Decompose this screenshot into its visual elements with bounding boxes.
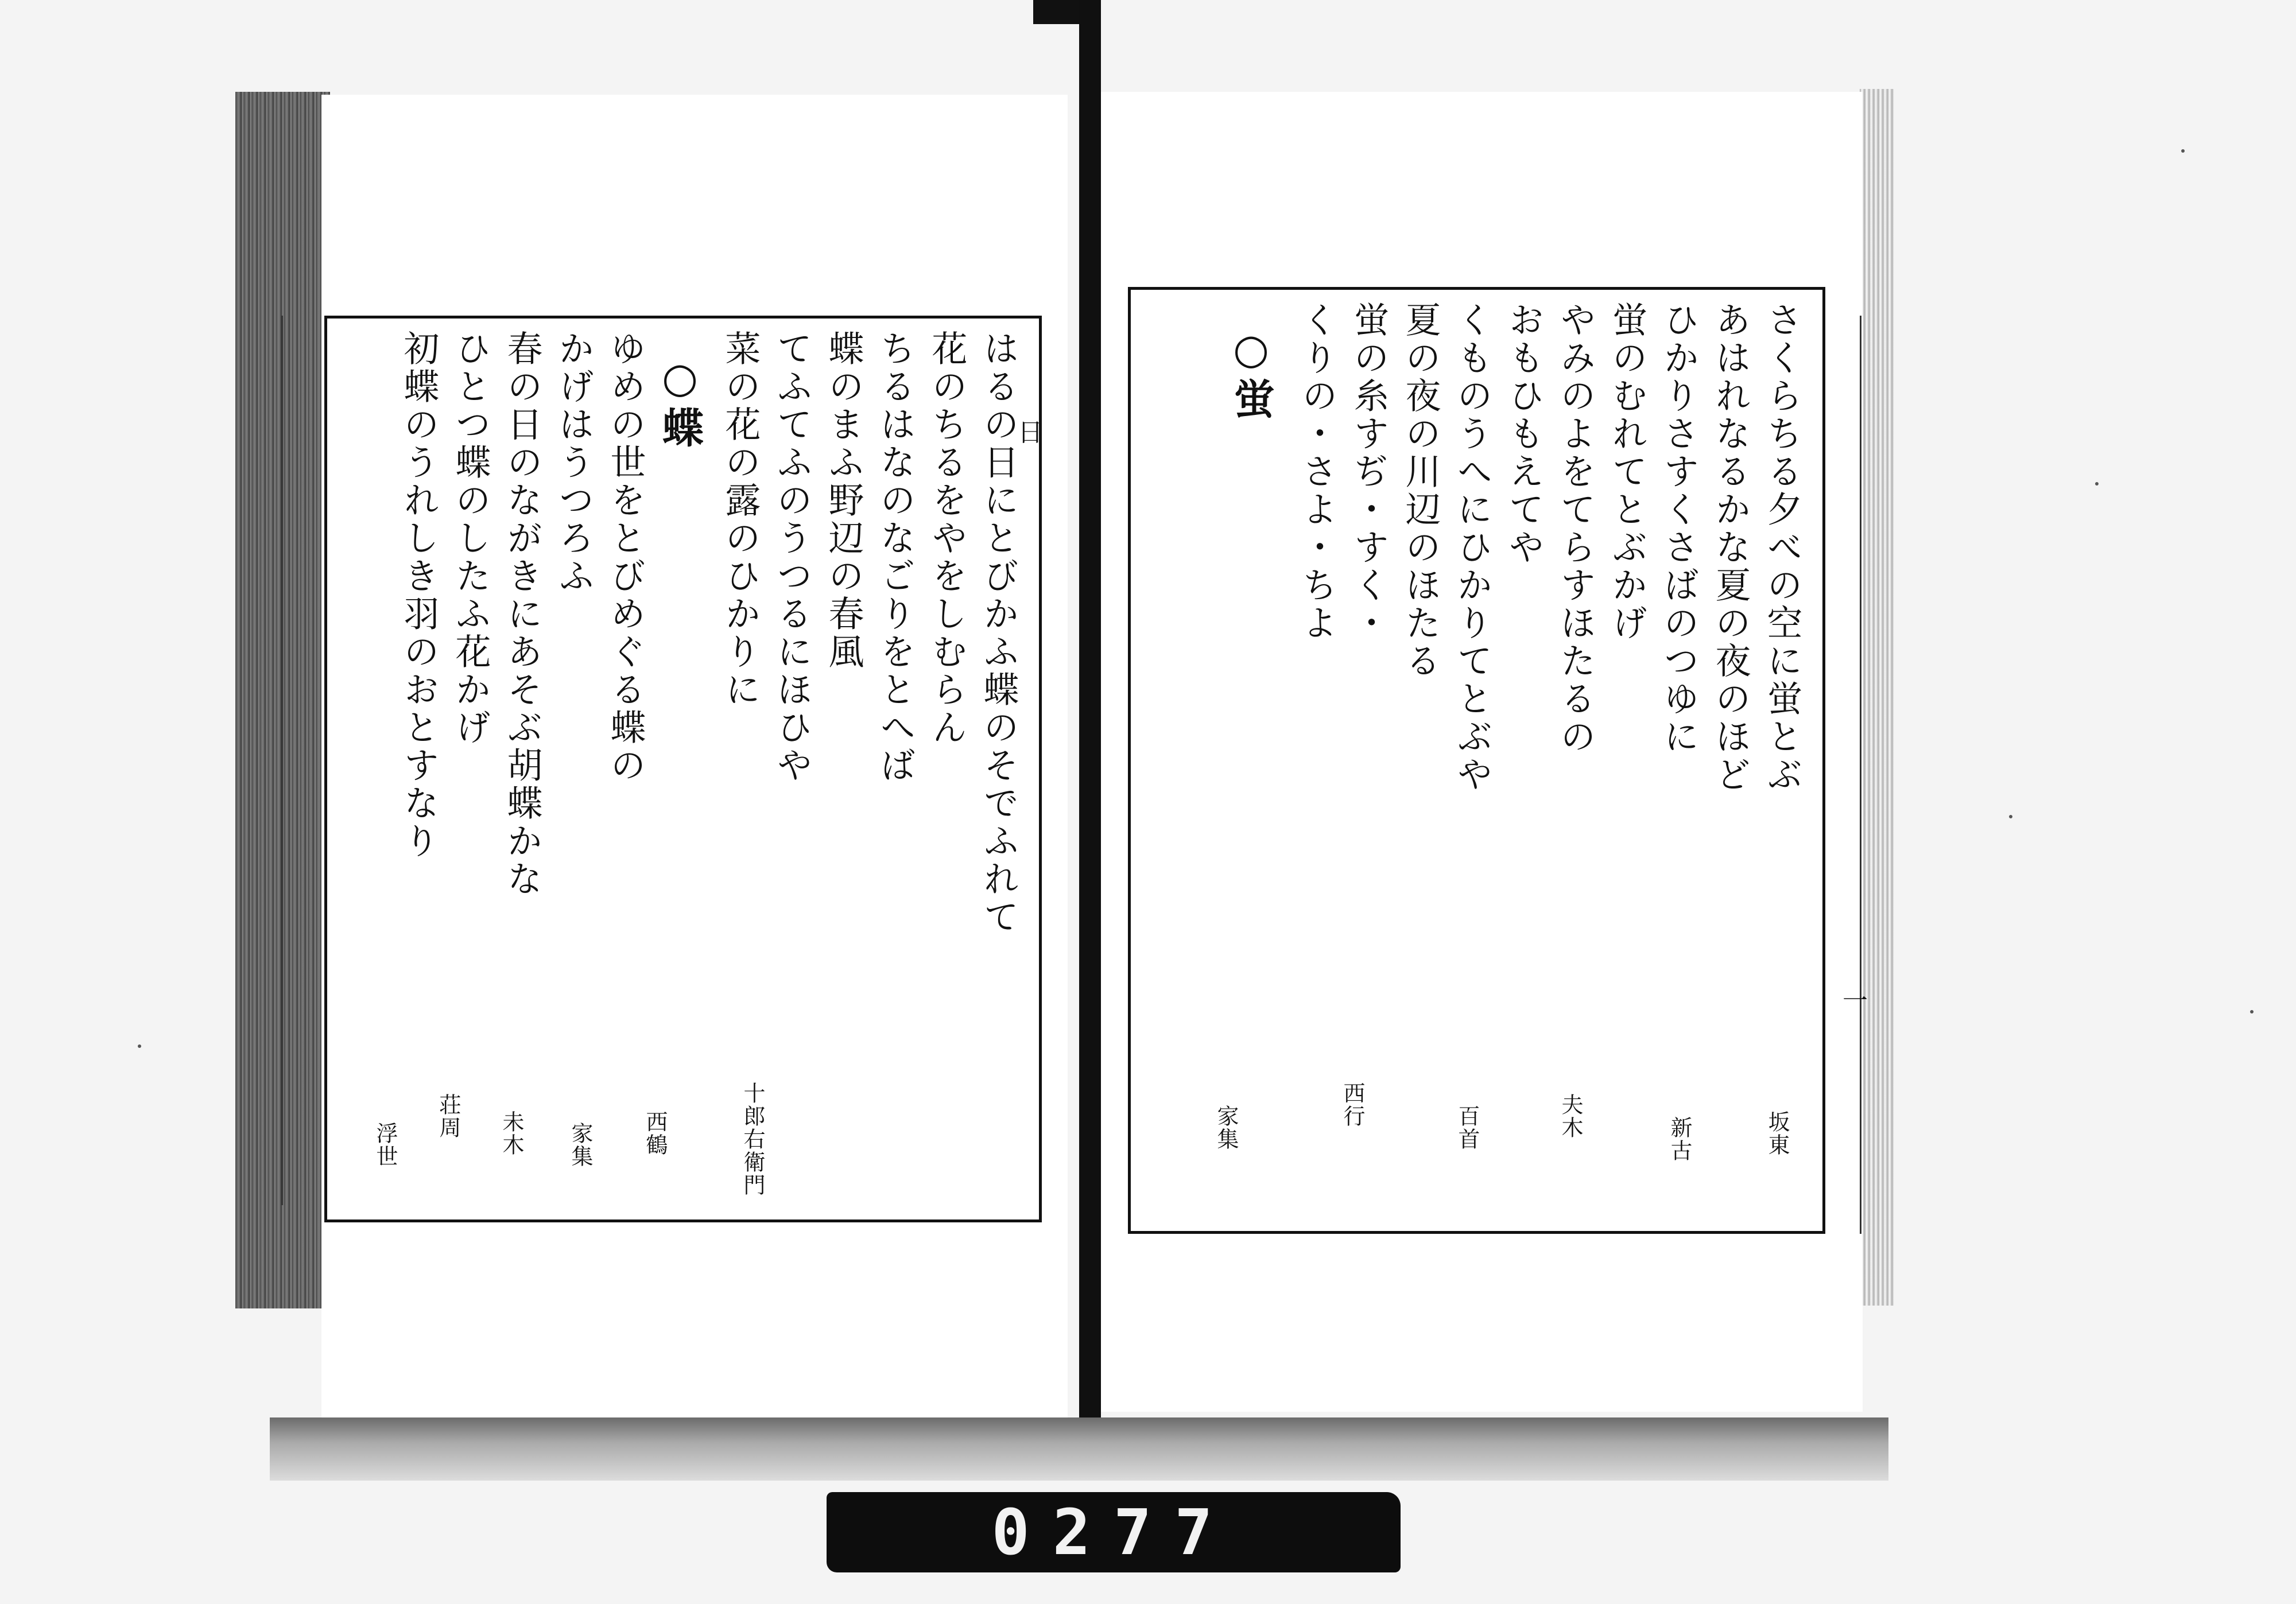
left-page-margin-rule [281, 316, 283, 1205]
right-note-6: 家集 [1213, 1105, 1239, 1151]
right-line-7: くものうへにひかりてとぶや [1451, 301, 1493, 794]
right-line-6: おもひもえてや [1503, 301, 1545, 566]
right-note-3: 夫木 [1558, 1093, 1583, 1139]
left-heading: ○蝶 [656, 353, 704, 452]
dust-speck [2181, 149, 2185, 153]
left-line-10: ひとつ蝶のしたふ花かげ [449, 330, 491, 747]
left-text-frame [324, 316, 1042, 1222]
right-line-4: 蛍のむれてとぶかげ [1606, 301, 1648, 642]
left-line-4: 蝶のまふ野辺の春風 [823, 330, 864, 671]
reel-frame-number: 0277 [991, 1496, 1236, 1569]
left-line-8: かげはうつろふ [553, 330, 595, 595]
left-note-2: 西鶴 [642, 1110, 668, 1156]
right-heading: ○蛍 [1227, 324, 1275, 424]
left-line-3: ちるはなのなごりをとへば [874, 330, 916, 784]
right-line-5: やみのよをてらすほたるの [1554, 301, 1596, 756]
right-line-8: 夏の夜の川辺のほたる [1399, 301, 1441, 680]
right-line-10: くりの・さよ・ちよ [1296, 301, 1338, 642]
left-page-number: 日 [1013, 419, 1042, 444]
left-line-1: はるの日にとびかふ蝶のそでふれて [978, 330, 1019, 936]
left-line-9: 春の日のながきにあそぶ胡蝶かな [501, 330, 543, 898]
right-text-frame [1128, 287, 1825, 1234]
right-page-margin-rule [1860, 316, 1861, 1234]
book-bottom-shadow [270, 1417, 1888, 1481]
left-line-7: ゆめの世をとびめぐる蝶の [604, 330, 646, 784]
left-note-4: 未木 [499, 1110, 524, 1156]
right-line-1: さくらちる夕べの空に蛍とぶ [1761, 301, 1803, 794]
left-line-6: 菜の花の露のひかりに [719, 330, 761, 709]
left-line-5: てふてふのうつるにほひや [771, 330, 813, 784]
right-note-5: 西行 [1340, 1082, 1365, 1128]
dust-speck [2095, 482, 2099, 486]
left-line-11: 初蝶のうれしき羽のおとすなり [398, 330, 440, 860]
right-line-9: 蛍の糸すぢ・すく・ [1348, 301, 1390, 642]
right-note-1: 坂東 [1764, 1110, 1790, 1156]
left-note-5: 荘周 [436, 1093, 461, 1139]
book-edge-right [1860, 89, 1894, 1306]
dust-speck [138, 1044, 141, 1048]
right-page-number: 一 [1838, 987, 1867, 1012]
book-gutter [1079, 0, 1101, 1446]
right-line-2: あはれなるかな夏の夜のほど [1709, 301, 1751, 794]
left-note-6: 浮世 [373, 1122, 398, 1168]
dust-speck [2009, 815, 2012, 818]
right-note-2: 新古 [1667, 1116, 1692, 1162]
right-line-3: ひかりさすくさばのつゆに [1658, 301, 1700, 756]
left-note-1: 十郎右衛門 [740, 1082, 765, 1197]
left-note-3: 家集 [568, 1122, 593, 1168]
reel-frame-label [827, 1492, 1401, 1572]
dust-speck [2250, 1010, 2254, 1013]
right-note-4: 百首 [1455, 1105, 1480, 1151]
left-line-2: 花のちるをやをしむらん [926, 330, 968, 747]
